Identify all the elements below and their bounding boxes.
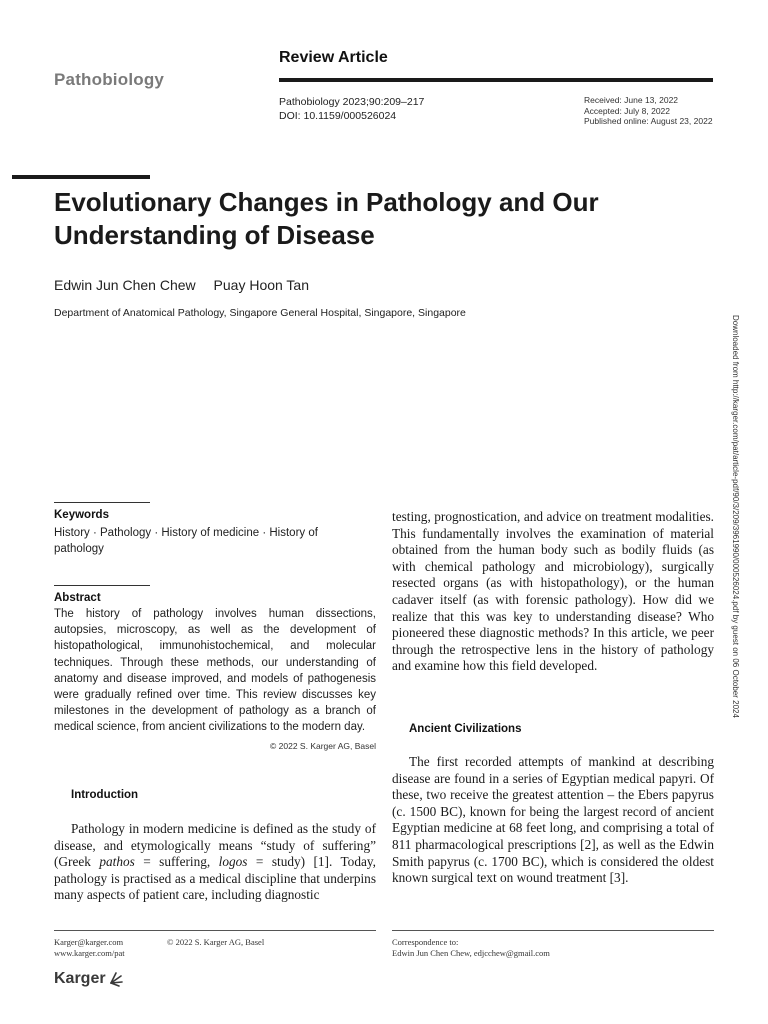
abstract-text: The history of pathology involves human dissections, autopsies, microscopy, as well as the development of histopathological, immunohistochemical, and molecular techniques. Through these methods, our understanding of anatomy and disease improved, and models of pathogenesis were gradually refined over time. This review discusses key milestones in the development of pathology as a branch of medical science, from ancient civilizations to the modern day. (54, 608, 376, 734)
footer-website[interactable]: www.karger.com/pat (54, 948, 125, 958)
footer-email[interactable]: Karger@karger.com (54, 937, 124, 947)
title-rule (12, 175, 150, 179)
received-date: Received: June 13, 2022 (584, 95, 679, 105)
affiliation: Department of Anatomical Pathology, Singapore General Hospital, Singapore, Singapore (54, 307, 466, 319)
author-2: Puay Hoon Tan (213, 277, 310, 293)
correspondence-details[interactable]: Edwin Jun Chen Chew, edjcchew@gmail.com (392, 947, 550, 958)
karger-logo (54, 970, 124, 988)
footer-rule-right (392, 930, 714, 931)
footer-contact (54, 937, 125, 959)
download-sidebar-text: Downloaded from http://karger.com/pat/article-pdf/90/3/209/3961990/000526024.pdf by guest on 06 October 2024 (731, 315, 740, 718)
karger-burst-icon (108, 971, 124, 987)
keywords-rule (54, 502, 150, 503)
accepted-date: Accepted: July 8, 2022 (584, 105, 671, 116)
doi[interactable]: DOI: 10.1159/000526024 (279, 110, 397, 122)
author-1: Edwin Jun Chen Chew (54, 277, 196, 293)
abstract-rule (54, 585, 150, 586)
correspondence-label: Correspondence to: (392, 937, 459, 947)
article-title: Evolutionary Changes in Pathology and Our Understanding of Disease (54, 187, 599, 250)
intro-continued-text: testing, prognostication, and advice on treatment modalities. This fundamentally involves the examination of material obtained from the human body such as bodily fluids (as with chemical pathology and microbiology), surgically resected organs (as with histopathology), or the human cadaver itself (as with forensic pathology). How did we realize that this was key to understanding disease? Who pioneered these diagnostic methods? In this article, we peer through the retrospective lens in the history of pathology and examine how this field developed. (392, 509, 714, 674)
abstract-heading: Abstract (54, 592, 101, 604)
footer-copyright: © 2022 S. Karger AG, Basel (167, 937, 265, 947)
ancient-civilizations-text: The first recorded attempts of mankind at describing disease are found in a series of Egyptian medical papyri. Of these, two receive the greatest attention – the Ebers papyrus (c. 1500 BC), known for being the largest record of ancient Egyptian medicine at 68 feet long, and comprising a total of 811 pharmacological prescriptions [2], as well as the Edwin Smith papyrus (c. 1700 BC), which is considered the oldest known surgical text on wound treatment [3]. (392, 754, 714, 886)
ancient-civilizations-heading: Ancient Civilizations (409, 723, 522, 735)
introduction-heading: Introduction (71, 789, 139, 801)
keywords-heading: Keywords (54, 509, 109, 521)
article-type: Review Article (279, 49, 388, 66)
logo-text: Karger (54, 970, 106, 987)
keywords-text: History · Pathology · History of medicine · History of pathology (54, 527, 318, 555)
dates-block (584, 95, 713, 127)
abstract-copyright: © 2022 S. Karger AG, Basel (270, 741, 376, 751)
journal-name: Pathobiology (54, 70, 165, 89)
published-date: Published online: August 23, 2022 (584, 116, 713, 126)
footer-correspondence (392, 937, 550, 958)
citation-block (279, 95, 424, 123)
header-rule (279, 78, 713, 82)
citation: Pathobiology 2023;90:209–217 (279, 96, 425, 108)
authors (54, 277, 323, 293)
introduction-text: Pathology in modern medicine is defined as the study of disease, and etymologically means “study of suffering” (Greek pathos = suffering, logos = study) [1]. Today, pathology is practised as a medical discipline that underpins many aspects of patient care, including diagnostic (54, 821, 376, 903)
footer-rule-left (54, 930, 376, 931)
